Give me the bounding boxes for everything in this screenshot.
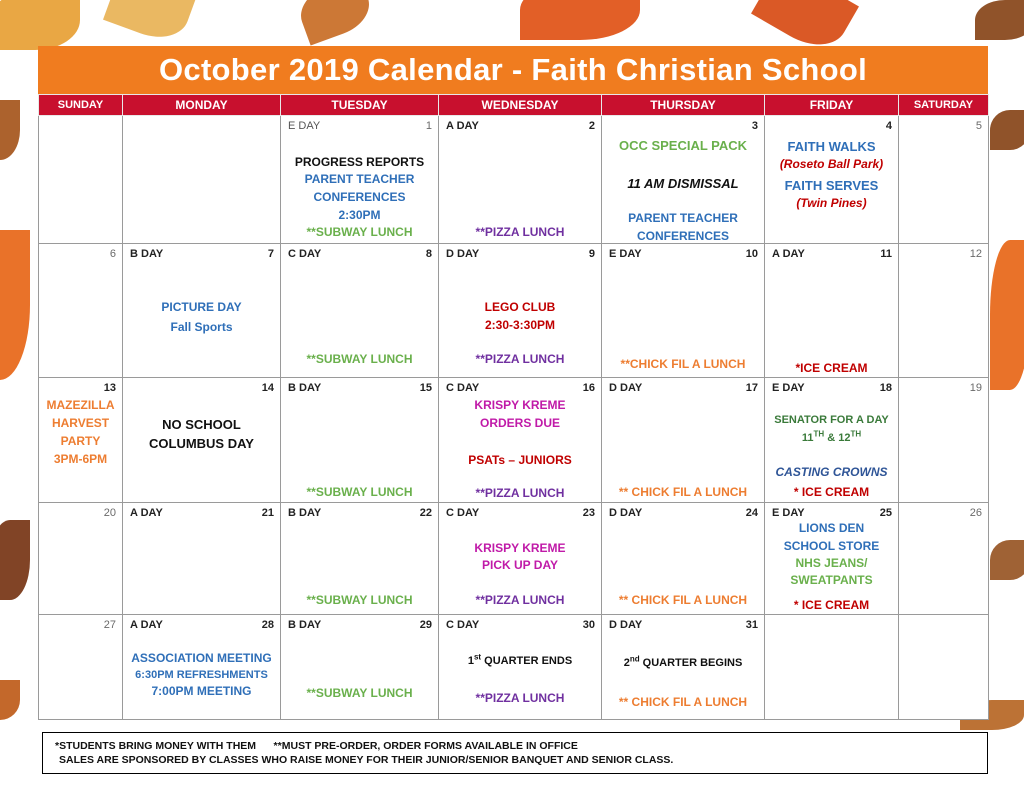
day-number: 26 — [969, 506, 982, 519]
leaf-decoration — [0, 680, 20, 720]
day-cell-oct-7 — [123, 243, 281, 378]
day-number: 5 — [975, 120, 982, 132]
day-number: 4 — [885, 120, 892, 132]
event-text-part: QUARTER BEGINS — [639, 657, 743, 670]
week-row — [39, 378, 989, 503]
day-number: 21 — [261, 506, 274, 519]
day-cell-oct-24 — [602, 502, 765, 615]
day-number: 14 — [261, 382, 274, 395]
day-cell-oct-29 — [281, 615, 439, 720]
event-text: KRISPY KREME — [474, 398, 566, 413]
event-text: 2:30PM — [338, 208, 381, 222]
leaf-decoration — [103, 0, 197, 47]
event-text: ** CHICK FIL A LUNCH — [618, 485, 748, 500]
empty-day-cell — [899, 615, 989, 720]
superscript: nd — [629, 654, 640, 664]
leaf-decoration — [0, 230, 30, 380]
leaf-decoration — [0, 520, 30, 600]
day-cell-oct-3 — [602, 116, 765, 244]
day-number: 20 — [103, 506, 116, 519]
event-text: **SUBWAY LUNCH — [306, 686, 413, 701]
rotation-day-label: E DAY — [609, 247, 642, 260]
day-cell-oct-17 — [602, 378, 765, 503]
calendar-title: October 2019 Calendar - Faith Christian School — [38, 46, 988, 94]
event-text: 6:30PM REFRESHMENTS — [135, 669, 268, 682]
day-cell-oct-2 — [439, 116, 602, 244]
event-text: ** CHICK FIL A LUNCH — [618, 592, 748, 607]
day-cell-oct-13 — [39, 378, 123, 503]
day-cell-oct-27 — [39, 615, 123, 720]
day-cell-oct-10 — [602, 243, 765, 378]
weekday-monday: MONDAY — [123, 95, 281, 116]
event-text: ASSOCIATION MEETING — [131, 651, 272, 666]
event-text: **SUBWAY LUNCH — [306, 225, 413, 239]
leaf-decoration — [990, 110, 1024, 150]
event-text: * ICE CREAM — [793, 485, 870, 500]
event-text: CASTING CROWNS — [775, 465, 888, 480]
week-row — [39, 243, 989, 378]
event-text: **SUBWAY LUNCH — [306, 592, 413, 607]
day-number: 28 — [261, 619, 274, 632]
day-number: 10 — [745, 247, 758, 260]
event-text — [439, 653, 601, 670]
event-text: 11 AM DISMISSAL — [627, 176, 739, 191]
event-text: OCC SPECIAL PACK — [618, 138, 748, 153]
week-row — [39, 615, 989, 720]
day-number: 17 — [745, 382, 758, 395]
event-text: NO SCHOOL — [162, 417, 241, 433]
day-cell-oct-20 — [39, 502, 123, 615]
event-text: COLUMBUS DAY — [149, 436, 254, 452]
day-cell-oct-11 — [765, 243, 899, 378]
event-text: SENATOR FOR A DAY — [774, 414, 889, 427]
rotation-day-label: D DAY — [609, 506, 643, 519]
event-text: SWEATPANTS — [790, 572, 873, 587]
rotation-day-label: A DAY — [130, 506, 163, 519]
leaf-decoration — [990, 240, 1024, 390]
rotation-day-label: B DAY — [288, 619, 322, 632]
event-text-part: 1 — [467, 655, 474, 668]
superscript: st — [473, 652, 482, 662]
day-number: 2 — [588, 120, 595, 132]
event-text: **SUBWAY LUNCH — [306, 351, 413, 366]
day-number: 15 — [419, 382, 432, 395]
event-text: ORDERS DUE — [479, 416, 560, 431]
day-cell-oct-1 — [281, 116, 439, 244]
calendar-grid — [38, 94, 989, 720]
event-text — [602, 655, 764, 672]
rotation-day-label: E DAY — [772, 382, 805, 395]
day-number: 18 — [879, 382, 892, 395]
weekday-header-row — [39, 95, 989, 116]
day-number: 1 — [425, 120, 432, 132]
event-text: (Twin Pines) — [796, 196, 867, 210]
day-cell-oct-12 — [899, 243, 989, 378]
event-text: * ICE CREAM — [793, 597, 870, 612]
event-text: KRISPY KREME — [474, 540, 566, 555]
leaf-decoration — [294, 0, 377, 45]
superscript: TH — [850, 429, 862, 439]
event-text: **PIZZA LUNCH — [475, 225, 565, 239]
day-number: 8 — [425, 247, 432, 260]
day-cell-oct-21 — [123, 502, 281, 615]
day-number: 27 — [103, 619, 116, 632]
rotation-day-label: E DAY — [772, 506, 805, 519]
event-text: **PIZZA LUNCH — [475, 486, 565, 501]
event-text: CONFERENCES — [313, 190, 406, 204]
event-text-part: QUARTER ENDS — [481, 655, 573, 668]
weekday-saturday: SATURDAY — [899, 95, 989, 116]
day-number: 13 — [103, 382, 116, 395]
footer-line-2: SALES ARE SPONSORED BY CLASSES WHO RAISE MONEY FOR THEIR JUNIOR/SENIOR BANQUET AND SENIOR CLASS. — [59, 754, 674, 766]
empty-day-cell — [765, 615, 899, 720]
rotation-day-label: A DAY — [772, 247, 805, 260]
day-number: 3 — [751, 120, 758, 132]
rotation-day-label: C DAY — [446, 619, 480, 632]
event-text: LIONS DEN — [798, 520, 865, 535]
day-number: 22 — [419, 506, 432, 519]
event-text: (Roseto Ball Park) — [779, 157, 884, 171]
weekday-tuesday: TUESDAY — [281, 95, 439, 116]
rotation-day-label: D DAY — [609, 619, 643, 632]
rotation-day-label: C DAY — [446, 382, 480, 395]
rotation-day-label: C DAY — [288, 247, 322, 260]
footer-line-1: *STUDENTS BRING MONEY WITH THEM **MUST PRE-ORDER, ORDER FORMS AVAILABLE IN OFFICE — [55, 740, 578, 752]
event-text: HARVEST — [51, 416, 110, 431]
event-text: 7:00PM MEETING — [151, 684, 252, 699]
event-text-part: 11 — [801, 432, 814, 445]
day-cell-oct-16 — [439, 378, 602, 503]
rotation-day-label: B DAY — [288, 506, 322, 519]
day-cell-oct-22 — [281, 502, 439, 615]
event-text-part: & 12 — [824, 432, 851, 445]
event-text — [765, 430, 898, 447]
day-number: 7 — [267, 247, 274, 260]
event-text: **PIZZA LUNCH — [475, 691, 565, 706]
day-cell-oct-14 — [123, 378, 281, 503]
day-cell-oct-5 — [899, 116, 989, 244]
event-text: 3PM-6PM — [53, 452, 108, 467]
day-number: 6 — [109, 247, 116, 260]
rotation-day-label: A DAY — [130, 619, 163, 632]
event-text: ** CHICK FIL A LUNCH — [618, 695, 748, 710]
day-cell-oct-19 — [899, 378, 989, 503]
event-text: **PIZZA LUNCH — [475, 351, 565, 366]
rotation-day-label: A DAY — [446, 120, 479, 132]
leaf-decoration — [0, 0, 80, 50]
event-text: **SUBWAY LUNCH — [306, 485, 413, 500]
event-text: **PIZZA LUNCH — [475, 592, 565, 607]
day-cell-oct-9 — [439, 243, 602, 378]
event-text: PARENT TEACHER — [628, 211, 738, 225]
event-text: CONFERENCES — [636, 229, 729, 243]
day-cell-oct-25 — [765, 502, 899, 615]
day-number: 12 — [969, 247, 982, 260]
event-text: PROGRESS REPORTS — [294, 155, 425, 169]
event-text: PARENT TEACHER — [304, 172, 415, 186]
footer-notes — [42, 732, 988, 774]
event-text: PARTY — [60, 434, 101, 449]
weekday-friday: FRIDAY — [765, 95, 899, 116]
day-number: 11 — [880, 247, 892, 260]
day-cell-oct-23 — [439, 502, 602, 615]
event-text: PICTURE DAY — [161, 299, 242, 314]
rotation-day-label: B DAY — [288, 382, 322, 395]
event-text: Fall Sports — [170, 319, 233, 334]
empty-day-cell — [123, 116, 281, 244]
day-number: 29 — [419, 619, 432, 632]
event-text-part: 2 — [623, 657, 630, 670]
event-text: **CHICK FIL A LUNCH — [620, 356, 746, 371]
event-text: LEGO CLUB — [484, 299, 556, 314]
rotation-day-label: E DAY — [288, 120, 321, 132]
weekday-sunday: SUNDAY — [39, 95, 123, 116]
event-text: SCHOOL STORE — [783, 538, 880, 553]
event-text: FAITH WALKS — [787, 139, 876, 154]
day-cell-oct-15 — [281, 378, 439, 503]
event-text: PICK UP DAY — [481, 557, 559, 572]
day-number: 25 — [879, 506, 892, 519]
weekday-thursday: THURSDAY — [602, 95, 765, 116]
event-text: *ICE CREAM — [795, 360, 868, 375]
leaf-decoration — [520, 0, 640, 40]
day-cell-oct-18 — [765, 378, 899, 503]
day-cell-oct-26 — [899, 502, 989, 615]
day-number: 23 — [582, 506, 595, 519]
leaf-decoration — [975, 0, 1024, 40]
week-row — [39, 502, 989, 615]
leaf-decoration — [990, 540, 1024, 580]
week-row — [39, 116, 989, 244]
leaf-decoration — [0, 100, 20, 160]
event-text: 2:30-3:30PM — [484, 317, 556, 332]
empty-day-cell — [39, 116, 123, 244]
weekday-wednesday: WEDNESDAY — [439, 95, 602, 116]
rotation-day-label: D DAY — [446, 247, 480, 260]
event-text: PSATs – JUNIORS — [468, 453, 572, 468]
event-text: FAITH SERVES — [784, 178, 879, 193]
day-cell-oct-6 — [39, 243, 123, 378]
event-text: NHS JEANS/ — [795, 555, 868, 570]
day-number: 9 — [588, 247, 595, 260]
day-cell-oct-4 — [765, 116, 899, 244]
superscript: TH — [813, 429, 825, 439]
rotation-day-label: D DAY — [609, 382, 643, 395]
day-cell-oct-8 — [281, 243, 439, 378]
event-text: MAZEZILLA — [46, 398, 115, 413]
day-number: 24 — [745, 506, 758, 519]
day-cell-oct-28 — [123, 615, 281, 720]
day-cell-oct-31 — [602, 615, 765, 720]
day-number: 19 — [969, 382, 982, 395]
day-cell-oct-30 — [439, 615, 602, 720]
rotation-day-label: C DAY — [446, 506, 480, 519]
day-number: 30 — [582, 619, 595, 632]
rotation-day-label: B DAY — [130, 247, 164, 260]
day-number: 16 — [582, 382, 595, 395]
day-number: 31 — [745, 619, 758, 632]
